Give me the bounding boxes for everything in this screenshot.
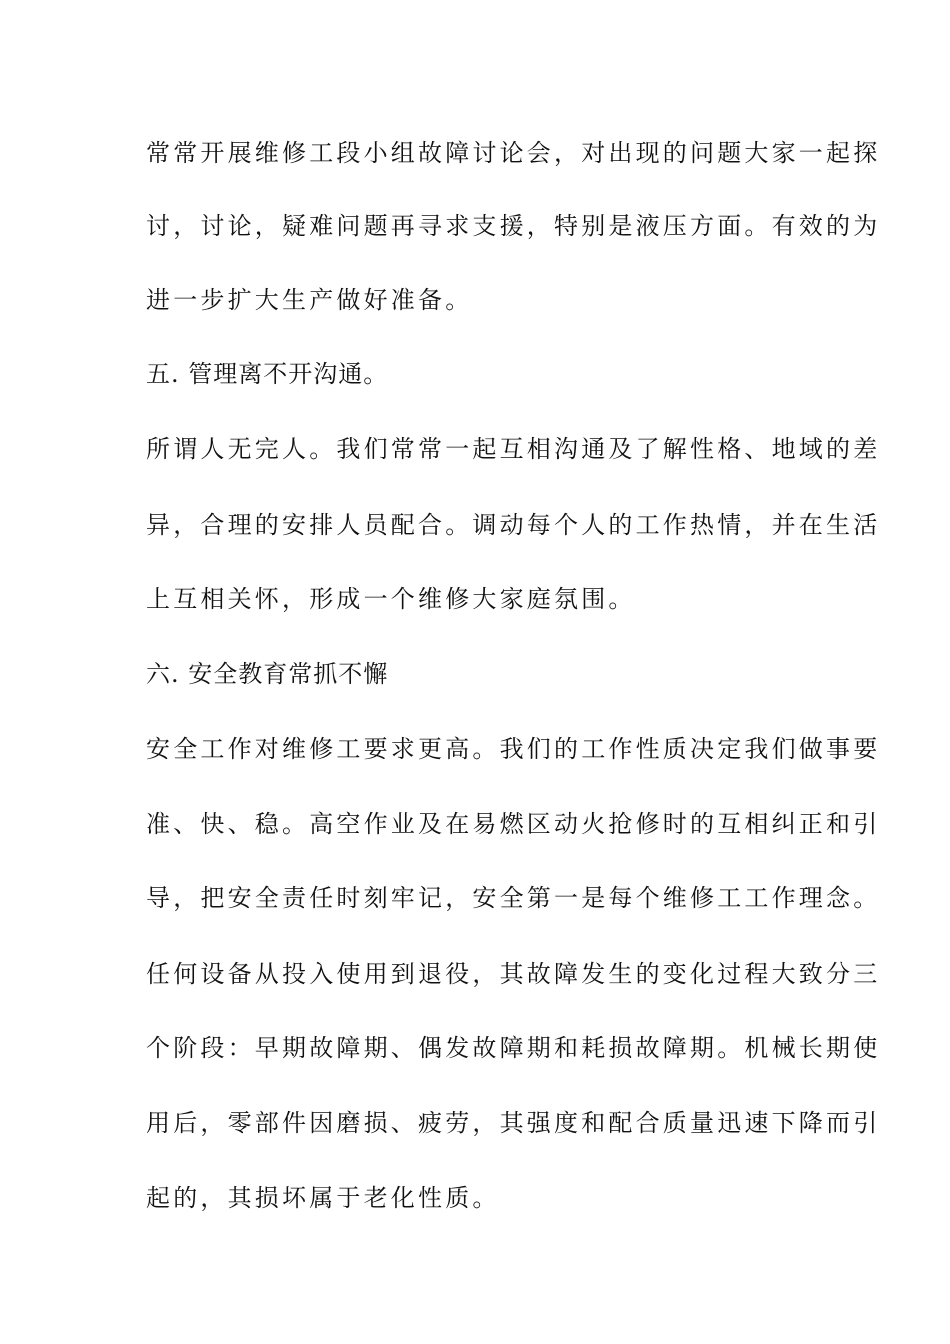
paragraph-line: 异，合理的安排人员配合。调动每个人的工作热情，并在生活: [146, 511, 881, 539]
paragraph-line: 安全工作对维修工要求更高。我们的工作性质决定我们做事要: [146, 735, 881, 763]
paragraph-line: 讨，讨论，疑难问题再寻求支援，特别是液压方面。有效的为: [146, 212, 881, 240]
section-heading: 六. 安全教育常抓不懈: [146, 660, 389, 688]
section-heading: 五. 管理离不开沟通。: [146, 360, 389, 388]
paragraph-line: 常常开展维修工段小组故障讨论会，对出现的问题大家一起探: [146, 139, 881, 167]
paragraph-line: 进一步扩大生产做好准备。: [146, 286, 473, 314]
paragraph-line: 所谓人无完人。我们常常一起互相沟通及了解性格、地域的差: [146, 435, 881, 463]
paragraph-line: 用后，零部件因磨损、疲劳，其强度和配合质量迅速下降而引: [146, 1109, 881, 1137]
paragraph-line: 上互相关怀，形成一个维修大家庭氛围。: [146, 585, 636, 613]
paragraph-line: 任何设备从投入使用到退役，其故障发生的变化过程大致分三: [146, 960, 881, 988]
paragraph-line: 准、快、稳。高空作业及在易燃区动火抢修时的互相纠正和引: [146, 810, 881, 838]
paragraph-line: 个阶段：早期故障期、偶发故障期和耗损故障期。机械长期使: [146, 1034, 881, 1062]
paragraph-line: 起的，其损坏属于老化性质。: [146, 1184, 500, 1212]
paragraph-line: 导，把安全责任时刻牢记，安全第一是每个维修工工作理念。: [146, 884, 881, 912]
